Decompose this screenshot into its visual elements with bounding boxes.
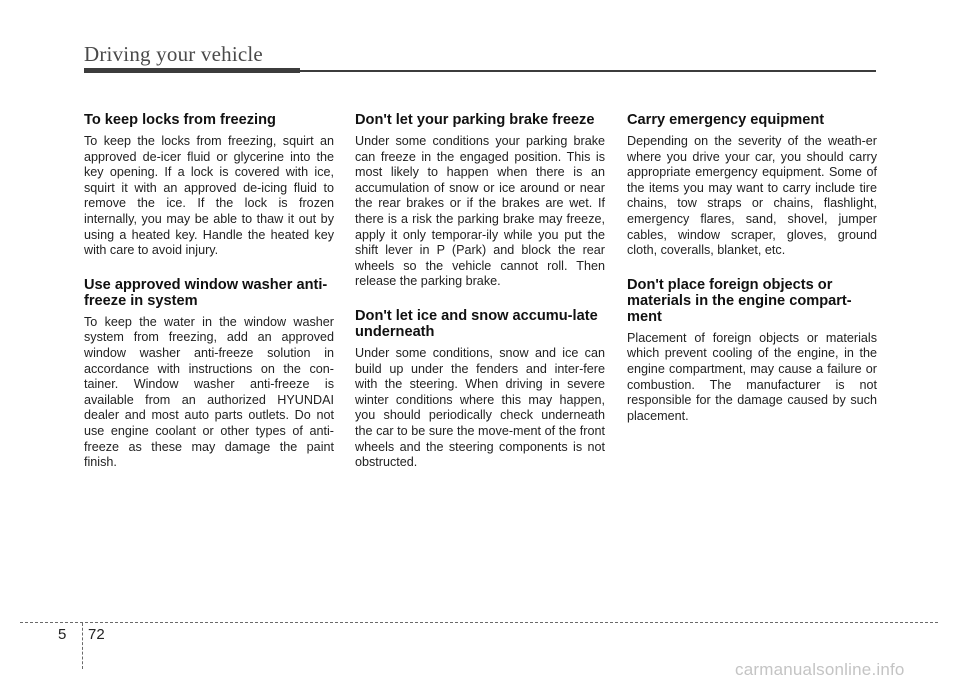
section-washer-antifreeze [84, 277, 334, 471]
section-heading: Carry emergency equipment [627, 112, 825, 128]
section-heading: Don't let your parking brake freeze [355, 112, 595, 128]
footer-dashed-rule [20, 622, 938, 623]
section-body: To keep the water in the window washer system from freezing, add an approved window washer anti-freeze solution in accordance with instructions on the con-tainer. Window washer anti-freeze is available from an authorized HYUNDAI dealer and most auto parts outlets. Do not use engine coolant or other types of anti-freeze as these may damage the paint finish. [84, 314, 334, 470]
section-locks-freezing [84, 112, 334, 259]
page-section-title: Driving your vehicle [84, 42, 263, 66]
footer-page-divider [82, 623, 83, 669]
header-rule-thin [300, 70, 876, 72]
section-heading: Don't place foreign objects or materials in the engine compart-ment [627, 276, 852, 325]
section-heading: Don't let ice and snow accumu-late underneath [355, 307, 598, 340]
section-parking-brake [355, 112, 605, 290]
section-body: To keep the locks from freezing, squirt an approved de-icer fluid or glycerine into the key opening. If a lock is covered with ice, squirt it with an approved de-icing fluid to remove the ice. If the lock is frozen internally, you may be able to thaw it out by using a heated key. Handle the heated key with care to avoid injury. [84, 134, 334, 258]
section-body: Under some conditions, snow and ice can build up under the fenders and inter-fere with the steering. When driving in severe winter conditions where this may happen, you should periodically check underneath the car to be sure the move-ment of the front wheels and the steering components is not obstructed. [355, 345, 605, 470]
section-foreign-objects [627, 277, 877, 425]
page-number: 72 [88, 626, 105, 643]
section-emergency-equipment [627, 112, 877, 259]
chapter-number: 5 [58, 626, 67, 643]
section-body: Placement of foreign objects or materials which prevent cooling of the engine, in the engine compartment, may cause a failure or combustion. The manufacturer is not responsible for the damage caused by such placement. [627, 330, 877, 423]
text-column-1 [84, 112, 334, 489]
section-body: Under some conditions your parking brake can freeze in the engaged position. This is most likely to happen when there is an accumulation of snow or ice around or near the rear brakes or if the brakes are wet. If there is a risk the parking brake may freeze, apply it only temporar-ily while you put the shift lever in P (Park) and block the rear wheels so the vehicle cannot roll. Then release the parking brake. [355, 134, 605, 289]
section-heading: To keep locks from freezing [84, 112, 276, 128]
watermark: carmanualsonline.info [735, 660, 905, 679]
text-column-2 [355, 112, 605, 489]
section-body: Depending on the severity of the weath-er where you drive your car, you should carry appropriate emergency equipment. Some of the items you may want to carry include tire chains, tow straps or chains, flashlight, emergency flares, sand, shovel, jumper cables, window scraper, gloves, ground cloth, coveralls, blanket, etc. [627, 134, 877, 258]
header-rule-thick [84, 68, 300, 73]
section-heading: Use approved window washer anti-freeze in system [84, 276, 328, 309]
section-ice-snow [355, 308, 605, 471]
text-column-3 [627, 112, 877, 442]
